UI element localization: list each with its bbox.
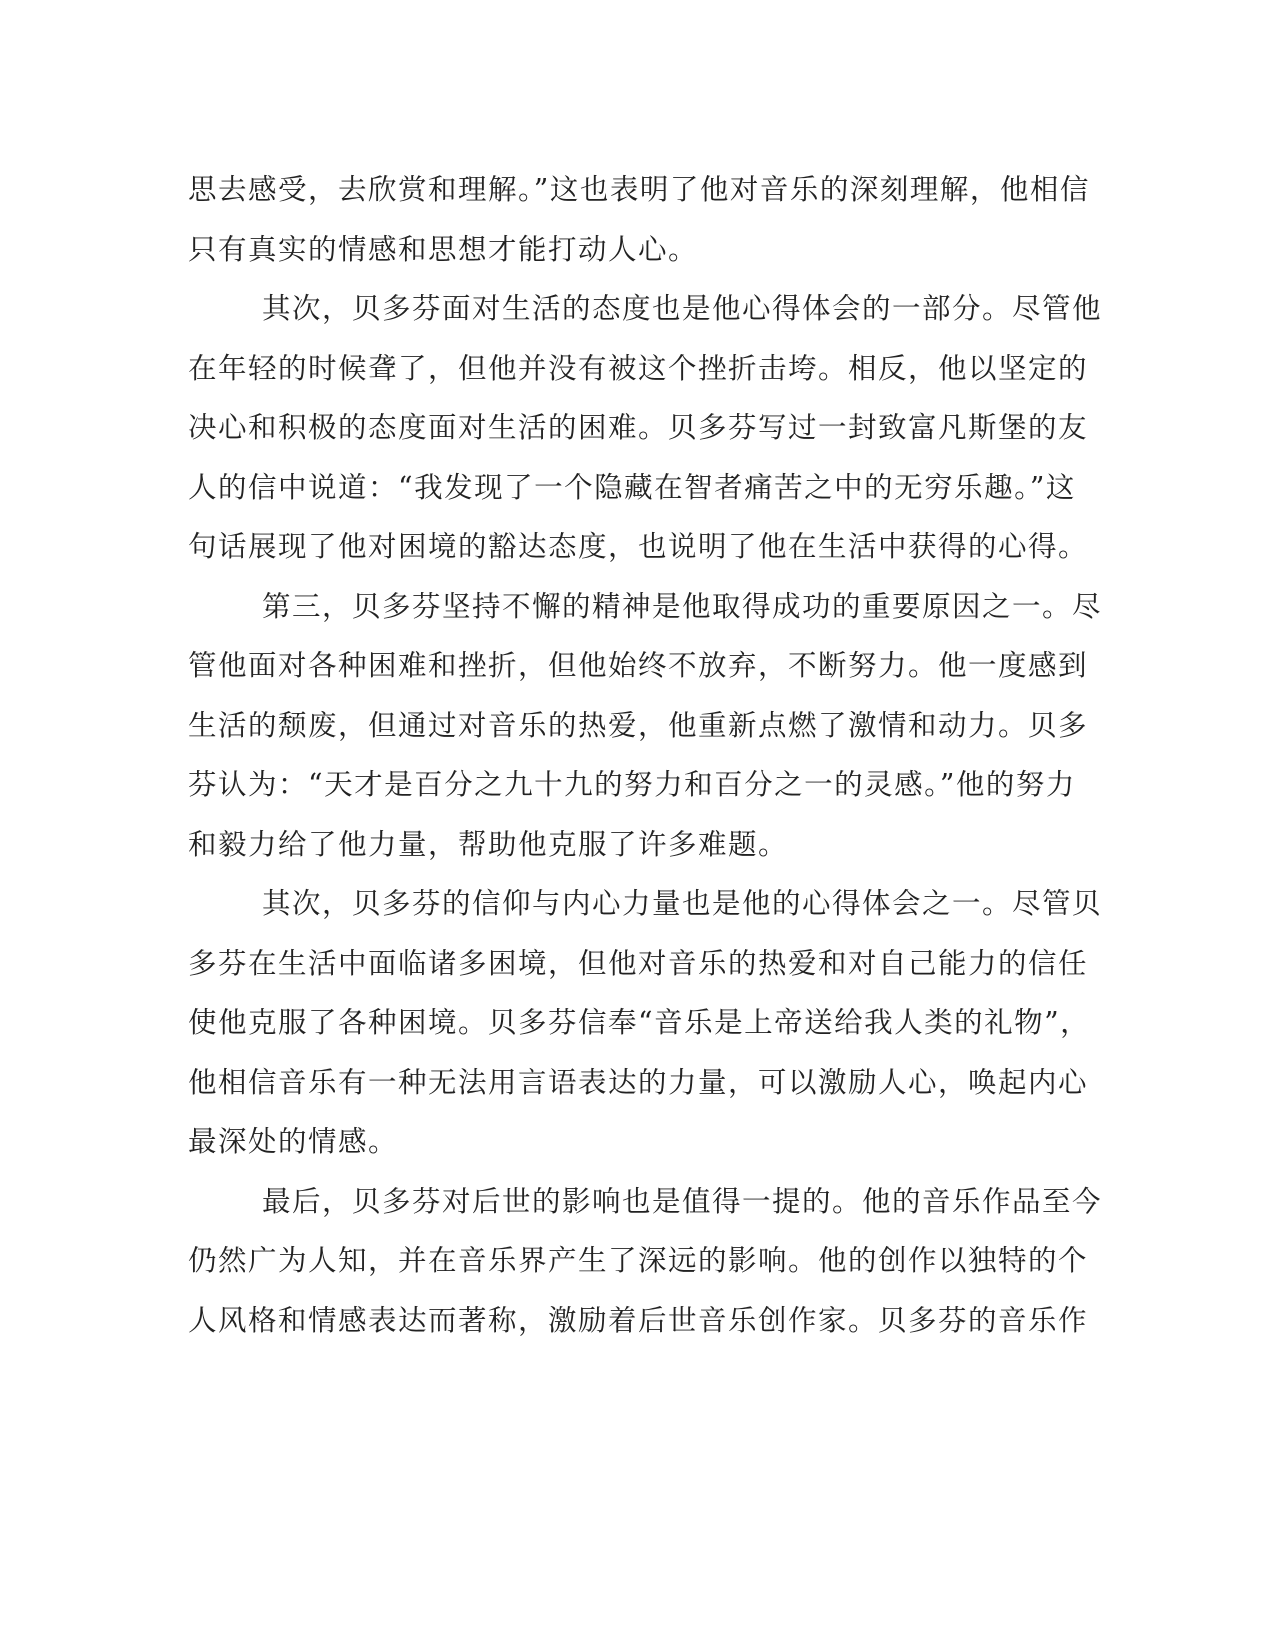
text-line: 人风格和情感表达而著称，激励着后世音乐创作家。贝多芬的音乐作	[188, 1303, 1089, 1337]
text-line: 人的信中说道：“我发现了一个隐藏在智者痛苦之中的无穷乐趣。”这	[188, 470, 1076, 504]
text-line: 使他克服了各种困境。贝多芬信奉“音乐是上帝送给我人类的礼物”，	[188, 1006, 1091, 1039]
text-line: 最深处的情感。	[188, 1125, 399, 1158]
text-line: 在年轻的时候聋了，但他并没有被这个挫折击垮。相反，他以坚定的	[188, 351, 1089, 385]
text-line: 他相信音乐有一种无法用言语表达的力量，可以激励人心，唤起内心	[188, 1065, 1089, 1099]
text-line: 仍然广为人知，并在音乐界产生了深远的影响。他的创作以独特的个	[188, 1244, 1089, 1277]
body-text	[188, 160, 1103, 1350]
text-line: 句话展现了他对困境的豁达态度，也说明了他在生活中获得的心得。	[188, 530, 1089, 563]
paragraph-start-line: 其次，贝多芬面对生活的态度也是他心得体会的一部分。尽管他	[262, 292, 1103, 325]
text-line: 生活的颓废，但通过对音乐的热爱，他重新点燃了激情和动力。贝多	[188, 708, 1089, 742]
text-line: 和毅力给了他力量，帮助他克服了许多难题。	[188, 827, 789, 861]
text-line: 只有真实的情感和思想才能打动人心。	[188, 232, 699, 266]
paragraph-start-line: 第三，贝多芬坚持不懈的精神是他取得成功的重要原因之一。尽	[262, 589, 1103, 623]
paragraph-start-line: 最后，贝多芬对后世的影响也是值得一提的。他的音乐作品至今	[262, 1184, 1103, 1218]
paragraph-start-line: 其次，贝多芬的信仰与内心力量也是他的心得体会之一。尽管贝	[262, 887, 1103, 920]
text-line: 管他面对各种困难和挫折，但他始终不放弃，不断努力。他一度感到	[188, 649, 1089, 682]
text-line: 芬认为：“天才是百分之九十九的努力和百分之一的灵感。”他的努力	[188, 768, 1076, 801]
text-line: 决心和积极的态度面对生活的困难。贝多芬写过一封致富凡斯堡的友	[188, 411, 1089, 444]
text-line: 多芬在生活中面临诸多困境，但他对音乐的热爱和对自己能力的信任	[188, 946, 1089, 980]
text-line: 思去感受，去欣赏和理解。”这也表明了他对音乐的深刻理解，他相信	[188, 173, 1090, 206]
